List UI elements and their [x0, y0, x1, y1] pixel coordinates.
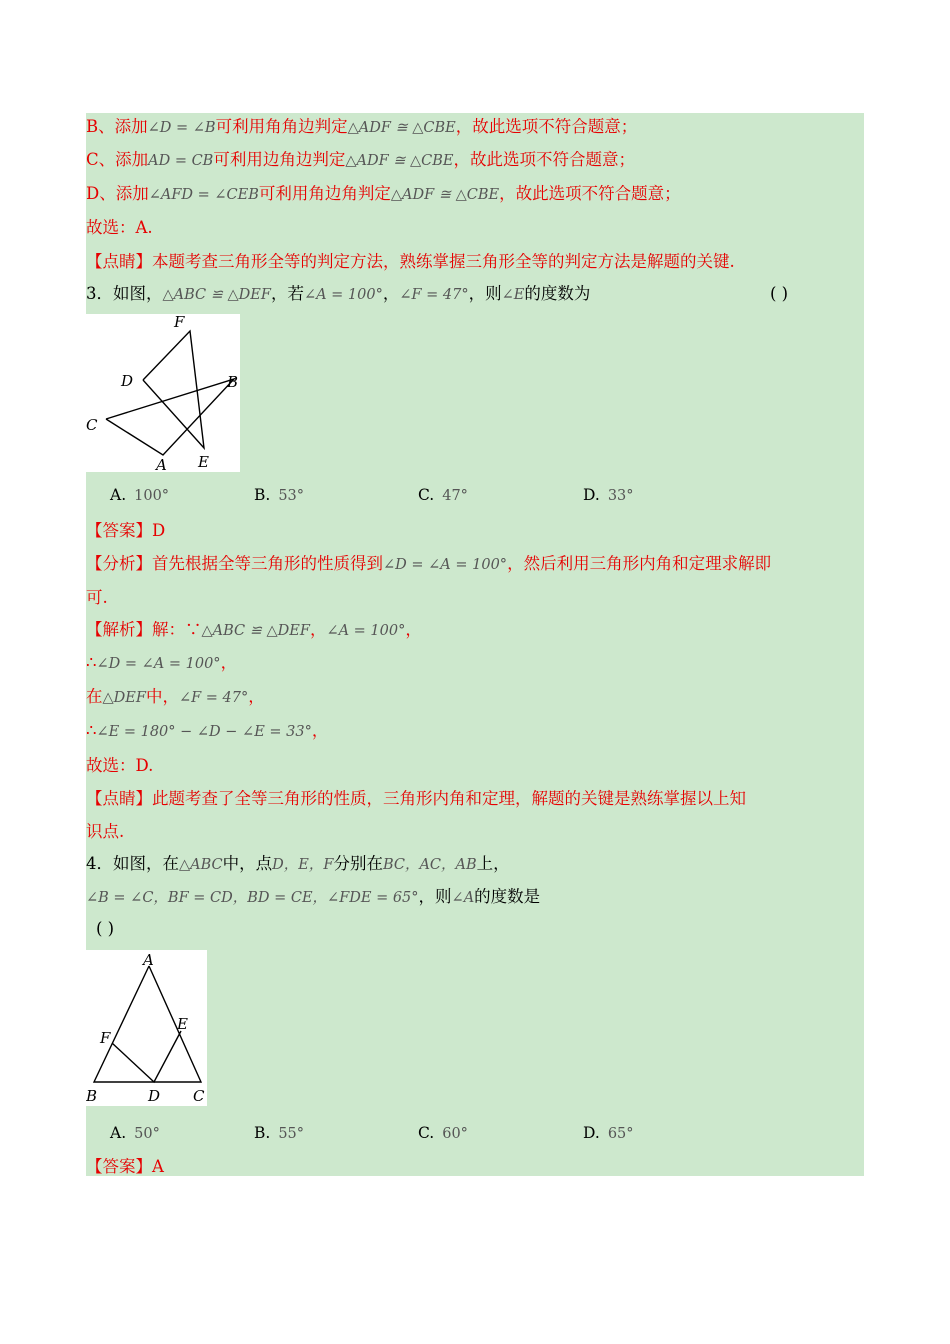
triangle-abc [106, 379, 234, 455]
choice-line-1: 故选：A. [86, 218, 153, 237]
label-e: E [177, 1015, 188, 1033]
q3-option-c[interactable]: C. 47° [418, 486, 468, 504]
q3-option-b[interactable]: B. 53° [254, 486, 305, 504]
q3-answer: 【答案】D [86, 521, 166, 540]
q4-option-c[interactable]: C. 60° [418, 1124, 468, 1142]
q3-analysis: 【分析】首先根据全等三角形的性质得到∠D = ∠A = 100°，然后利用三角形内角和定理求解即 [86, 554, 772, 573]
q3-solution-3: 在△DEF中，∠F = 47°， [86, 687, 265, 706]
q3-option-d[interactable]: D. 33° [583, 486, 634, 504]
q3-option-a[interactable]: A. 100° [110, 486, 170, 504]
question-3-paren: ( ) [770, 284, 789, 303]
question-4-figure [86, 950, 207, 1106]
label-d: D [148, 1087, 161, 1105]
option-b-explanation: B、添加∠D = ∠B可利用角角边判定△ADF ≅ △CBE，故此选项不符合题意； [86, 117, 638, 136]
label-f: F [100, 1029, 111, 1047]
question-4-conditions: ∠B = ∠C，BF = CD，BD = CE，∠FDE = 65°，则∠A的度数是 [86, 887, 541, 906]
label-e: E [198, 453, 209, 471]
option-d-explanation: D、添加∠AFD = ∠CEB可利用角边角判定△ADF ≅ △CBE，故此选项不符合题意； [86, 184, 681, 203]
question-4-paren: ( ) [96, 919, 115, 938]
q4-option-d[interactable]: D. 65° [583, 1124, 634, 1142]
label-c: C [86, 416, 98, 434]
label-d: D [121, 372, 134, 390]
q4-answer: 【答案】A [86, 1157, 164, 1176]
q3-analysis-cont: 可. [86, 588, 108, 607]
q3-solution-4: ∴∠E = 180° − ∠D − ∠E = 33°， [86, 721, 329, 740]
q3-solution-2: ∴∠D = ∠A = 100°， [86, 653, 238, 672]
question-3-figure [86, 314, 240, 472]
label-a: A [156, 456, 167, 472]
q3-tip: 【点睛】此题考查了全等三角形的性质，三角形内角和定理，解题的关键是熟练掌握以上知 [86, 789, 746, 808]
label-b: B [86, 1087, 98, 1105]
question-3-stem: 3．如图，△ABC ≌ △DEF，若∠A = 100°，∠F = 47°，则∠E的度数为 [86, 284, 591, 303]
tip-line-1: 【点睛】本题考查三角形全等的判定方法，熟练掌握三角形全等的判定方法是解题的关键. [86, 252, 735, 271]
label-a: A [143, 951, 154, 969]
label-c: C [193, 1087, 205, 1105]
q3-choice: 故选：D. [86, 756, 154, 775]
q4-option-b[interactable]: B. 55° [254, 1124, 305, 1142]
label-b: B [227, 373, 239, 391]
segments-fde [112, 1031, 181, 1082]
q3-solution-1: 【解析】解：∵△ABC ≌ △DEF，∠A = 100°， [86, 620, 422, 639]
q4-option-a[interactable]: A. 50° [110, 1124, 160, 1142]
question-4-stem: 4．如图，在△ABC中，点D，E，F分别在BC，AC，AB上， [86, 854, 510, 873]
label-f: F [174, 314, 185, 331]
triangle-def [143, 331, 204, 448]
q3-tip-cont: 识点. [86, 822, 125, 841]
option-c-explanation: C、添加AD = CB可利用边角边判定△ADF ≅ △CBE，故此选项不符合题意； [86, 150, 636, 169]
